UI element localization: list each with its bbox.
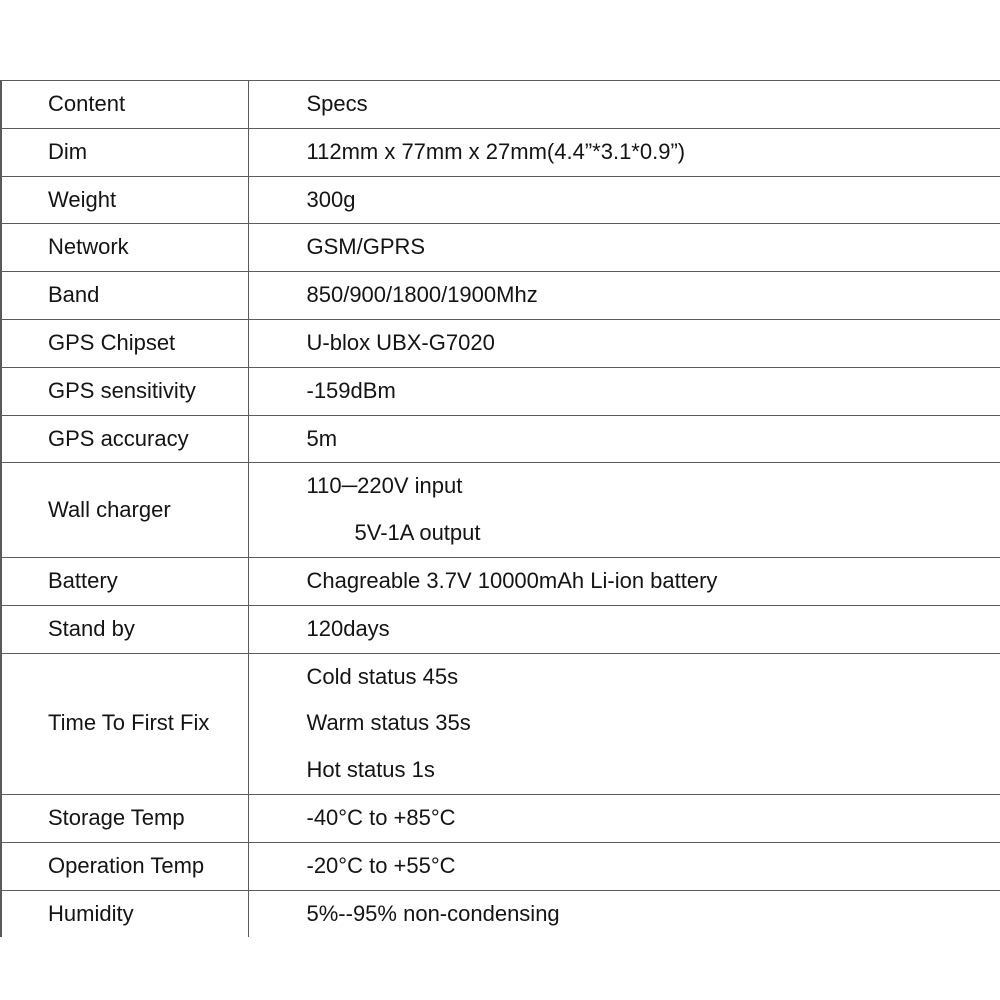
table-row <box>1 557 1000 605</box>
spec-table <box>0 80 1000 937</box>
row-key: Network <box>1 224 248 272</box>
row-value: -159dBm <box>248 367 1000 415</box>
value-line: Warm status 35s <box>306 710 471 736</box>
table-row <box>1 890 1000 937</box>
table-row <box>1 272 1000 320</box>
row-value: 5%--95% non-condensing <box>248 890 1000 937</box>
row-key: Weight <box>1 176 248 224</box>
row-value: 112mm x 77mm x 27mm(4.4”*3.1*0.9”) <box>248 128 1000 176</box>
table-row <box>1 367 1000 415</box>
table-row <box>1 605 1000 653</box>
header-specs-label: Specs <box>306 91 368 116</box>
row-key: Band <box>1 272 248 320</box>
row-key: Storage Temp <box>1 794 248 842</box>
row-value <box>248 653 1000 794</box>
row-value: -20°C to +55°C <box>248 842 1000 890</box>
row-value: 850/900/1800/1900Mhz <box>248 272 1000 320</box>
row-key: GPS sensitivity <box>1 367 248 415</box>
row-key: Time To First Fix <box>1 653 248 794</box>
table-row <box>1 176 1000 224</box>
table-row <box>1 128 1000 176</box>
row-value: 120days <box>248 605 1000 653</box>
value-line: Cold status 45s <box>306 663 459 689</box>
row-key: Operation Temp <box>1 842 248 890</box>
row-key: GPS Chipset <box>1 319 248 367</box>
value-line: 110─220V input <box>306 473 463 499</box>
row-value: 300g <box>248 176 1000 224</box>
row-value: -40°C to +85°C <box>248 794 1000 842</box>
value-line: Hot status 1s <box>306 757 435 783</box>
table-row <box>1 224 1000 272</box>
header-content-label: Content <box>48 91 126 116</box>
row-value: 5m <box>248 415 1000 463</box>
row-key: Humidity <box>1 890 248 937</box>
row-key: GPS accuracy <box>1 415 248 463</box>
table-row <box>1 842 1000 890</box>
row-key: Battery <box>1 557 248 605</box>
row-value <box>248 463 1000 558</box>
value-line: 5V-1A output <box>354 520 481 546</box>
row-value: Chagreable 3.7V 10000mAh Li-ion battery <box>248 557 1000 605</box>
header-content-cell <box>1 81 248 129</box>
row-value: U-blox UBX-G7020 <box>248 319 1000 367</box>
row-key: Dim <box>1 128 248 176</box>
table-row <box>1 463 1000 558</box>
table-row <box>1 319 1000 367</box>
table-row <box>1 415 1000 463</box>
table-row <box>1 794 1000 842</box>
table-row <box>1 653 1000 794</box>
table-header-row <box>1 81 1000 129</box>
header-specs-cell <box>248 81 1000 129</box>
row-key: Stand by <box>1 605 248 653</box>
row-key: Wall charger <box>1 463 248 558</box>
row-value: GSM/GPRS <box>248 224 1000 272</box>
